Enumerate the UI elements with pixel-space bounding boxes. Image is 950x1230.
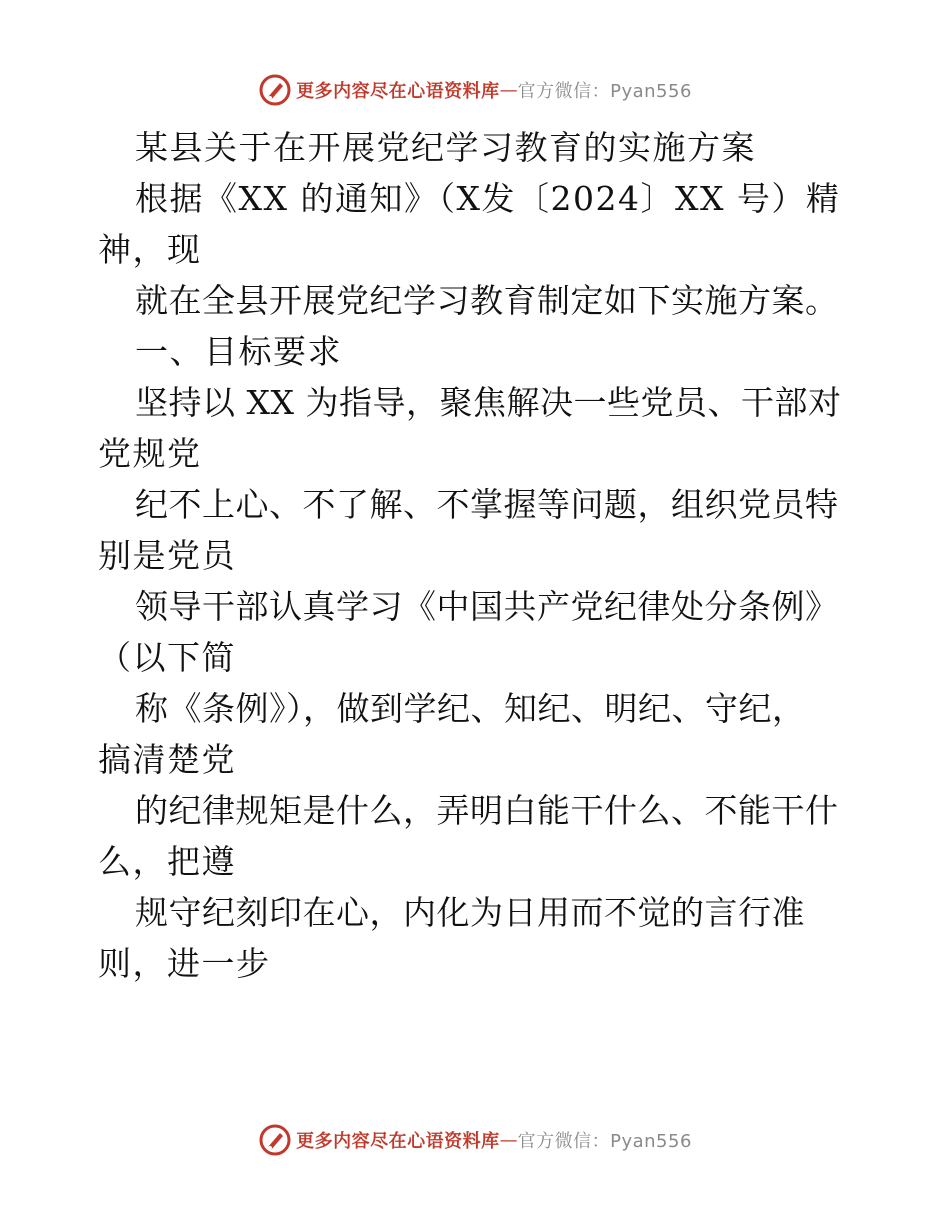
watermark-separator: — — [499, 1129, 518, 1151]
paragraph-line: 领导干部认真学习《中国共产党纪律处分条例》 — [135, 587, 839, 626]
watermark-header — [0, 70, 950, 110]
watermark-sub-text: 官方微信：Pyan556 — [517, 1131, 692, 1152]
pen-nib-circle-icon — [258, 73, 292, 107]
section-heading: 一、目标要求 — [135, 332, 342, 371]
paragraph-line: 么，把遵 — [98, 842, 236, 881]
paragraph-line: 坚持以 XX 为指导，聚焦解决一些党员、干部对 — [135, 383, 842, 422]
paragraph-line: 神，现 — [98, 230, 202, 269]
document-body — [98, 122, 868, 989]
paragraph-line: 别是党员 — [98, 536, 236, 575]
watermark-footer — [0, 1120, 950, 1160]
paragraph-line: 搞清楚党 — [98, 740, 236, 779]
watermark-separator: — — [499, 79, 518, 101]
paragraph-line: 党规党 — [98, 434, 202, 473]
paragraph-line: 规守纪刻印在心，内化为日用而不觉的言行准 — [135, 893, 805, 932]
paragraph-line: 纪不上心、不了解、不掌握等问题，组织党员特 — [135, 485, 839, 524]
paragraph-line: 则，进一步 — [98, 944, 271, 983]
paragraph-line: （以下简 — [98, 638, 236, 677]
watermark-sub-text: 官方微信：Pyan556 — [517, 81, 692, 102]
watermark-main-text: 更多内容尽在心语资料库 — [296, 81, 500, 102]
paragraph-line: 就在全县开展党纪学习教育制定如下实施方案。 — [135, 281, 839, 320]
document-title: 某县关于在开展党纪学习教育的实施方案 — [135, 128, 756, 167]
paragraph-line: 的纪律规矩是什么，弄明白能干什么、不能干什 — [135, 791, 839, 830]
paragraph-line: 称《条例》），做到学纪、知纪、明纪、守纪， — [135, 689, 806, 728]
paragraph-line: 根据《XX 的通知》（X发〔2024〕XX 号）精 — [135, 179, 841, 218]
watermark-main-text: 更多内容尽在心语资料库 — [296, 1131, 500, 1152]
pen-nib-circle-icon — [258, 1123, 292, 1157]
